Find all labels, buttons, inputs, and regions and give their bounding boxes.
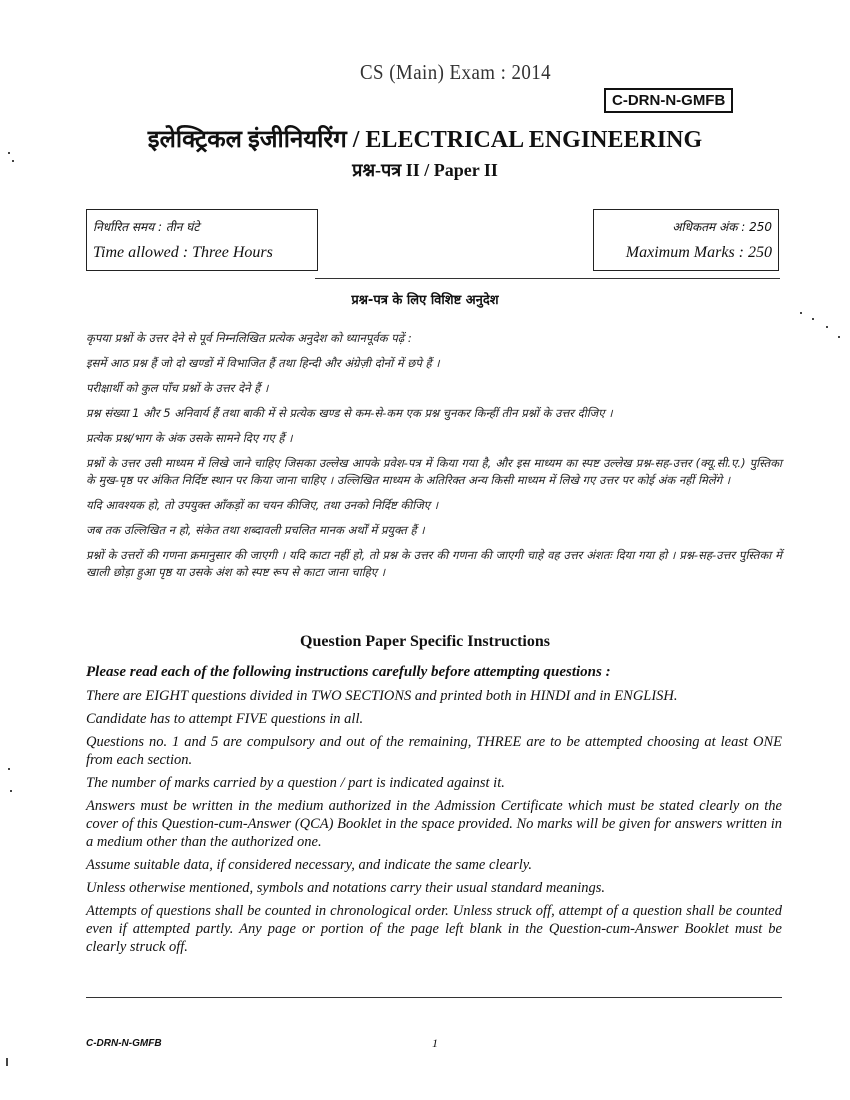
hindi-instruction-item: प्रश्नों के उत्तरों की गणना क्रमानुसार की जाएगी । यदि काटा नहीं हो, तो प्रश्न के उत्तर की गणना की जाएगी चाहे वह उत्तर अंशतः दिया गया हो । प्रश्न-सह-उत्तर पुस्तिका में खाली छोड़ा हुआ पृष्ठ या उसके अंश को स्पष्ट रूप से काटा जाना चाहिए । [86, 548, 782, 579]
scan-speck [12, 160, 14, 162]
hindi-instructions-heading: प्रश्न-पत्र के लिए विशिष्ट अनुदेश [351, 293, 499, 308]
english-instruction-item: Questions no. 1 and 5 are compulsory and out of the remaining, THREE are to be attempted choosing at least ONE from each section. [86, 734, 782, 768]
english-instruction-item: Attempts of questions shall be counted in chronological order. Unless struck off, attempt of a question shall be counted even if attempted partly. Any page or portion of the page left blank in the Question-cum-Answer Booklet must be clearly struck off. [86, 903, 782, 955]
scan-speck [6, 1058, 8, 1066]
divider-top [315, 278, 780, 279]
hindi-instruction-item: इसमें आठ प्रश्न हैं जो दो खण्डों में विभाजित हैं तथा हिन्दी और अंग्रेज़ी दोनों में छपे हैं । [86, 356, 440, 370]
scan-speck [812, 318, 814, 320]
english-instruction-item: Answers must be written in the medium authorized in the Admission Certificate which must be stated clearly on the cover of this Question-cum-Answer (QCA) Booklet in the space provided. No marks will be given for answers written in a medium other than the authorized one. [86, 798, 782, 850]
maximum-marks-english: Maximum Marks : 250 [625, 244, 772, 261]
scan-speck [800, 312, 802, 314]
hindi-instruction-item: जब तक उल्लिखित न हो, संकेत तथा शब्दावली प्रचलित मानक अर्थों में प्रयुक्त हैं । [86, 523, 425, 537]
scan-speck [8, 152, 10, 154]
english-instruction-item: The number of marks carried by a question / part is indicated against it. [86, 775, 505, 791]
english-instruction-item: Unless otherwise mentioned, symbols and notations carry their usual standard meanings. [86, 880, 606, 896]
hindi-instruction-item: प्रश्न संख्या 1 और 5 अनिवार्य हैं तथा बाकी में से प्रत्येक खण्ड से कम-से-कम एक प्रश्न चुनकर किन्हीं तीन प्रश्नों के उत्तर दीजिए । [86, 406, 613, 420]
footer-paper-code: C-DRN-N-GMFB [86, 1038, 162, 1049]
time-allowed-english: Time allowed : Three Hours [93, 244, 273, 261]
scan-speck [8, 768, 10, 770]
hindi-instruction-item: प्रश्नों के उत्तर उसी माध्यम में लिखे जाने चाहिए जिसका उल्लेख आपके प्रवेश-पत्र में किया गया है, और इस माध्यम का स्पष्ट उल्लेख प्रश्न-सह-उत्तर (क्यू.सी.ए.) पुस्तिका के मुख-पृष्ठ पर अंकित निर्दिष्ट स्थान पर किया जाना चाहिए । उल्लिखित माध्यम के अतिरिक्त अन्य किसी माध्यम में लिखे गए उत्तर पर कोई अंक नहीं मिलेंगे । [86, 456, 782, 487]
hindi-instruction-item: यदि आवश्यक हो, तो उपयुक्त आँकड़ों का चयन कीजिए, तथा उनको निर्दिष्ट कीजिए । [86, 498, 439, 512]
english-instructions-heading: Question Paper Specific Instructions [300, 633, 550, 650]
english-instruction-item: There are EIGHT questions divided in TWO SECTIONS and printed both in HINDI and in ENGLISH. [86, 688, 678, 704]
exam-stamp: CS (Main) Exam : 2014 [360, 60, 552, 84]
english-instructions [86, 663, 782, 961]
hindi-instructions [86, 330, 782, 589]
english-instructions-lead: Please read each of the following instructions carefully before attempting questions : [86, 664, 611, 680]
scan-speck [826, 326, 828, 328]
maximum-marks-box [593, 209, 779, 271]
paper-subtitle: प्रश्न-पत्र II / Paper II [352, 160, 498, 180]
english-instruction-item: Candidate has to attempt FIVE questions in all. [86, 711, 364, 727]
page-title: इलेक्ट्रिकल इंजीनियरिंग / ELECTRICAL ENGINEERING [147, 127, 703, 153]
maximum-marks-hindi: अधिकतम अंक : 250 [672, 220, 772, 234]
hindi-instruction-item: कृपया प्रश्नों के उत्तर देने से पूर्व निम्नलिखित प्रत्येक अनुदेश को ध्यानपूर्वक पढ़ें : [86, 331, 412, 345]
hindi-instruction-item: परीक्षार्थी को कुल पाँच प्रश्नों के उत्तर देने हैं । [86, 381, 269, 395]
time-allowed-box [86, 209, 318, 271]
time-allowed-hindi: निर्धारित समय : तीन घंटे [93, 220, 200, 234]
divider-bottom [86, 997, 782, 998]
scan-speck [10, 790, 12, 792]
hindi-instruction-item: प्रत्येक प्रश्न/भाग के अंक उसके सामने दिए गए हैं । [86, 431, 293, 445]
english-instruction-item: Assume suitable data, if considered necessary, and indicate the same clearly. [86, 857, 533, 873]
paper-code-box: C-DRN-N-GMFB [604, 88, 733, 113]
scan-speck [838, 336, 840, 338]
page-number: 1 [432, 1036, 438, 1050]
